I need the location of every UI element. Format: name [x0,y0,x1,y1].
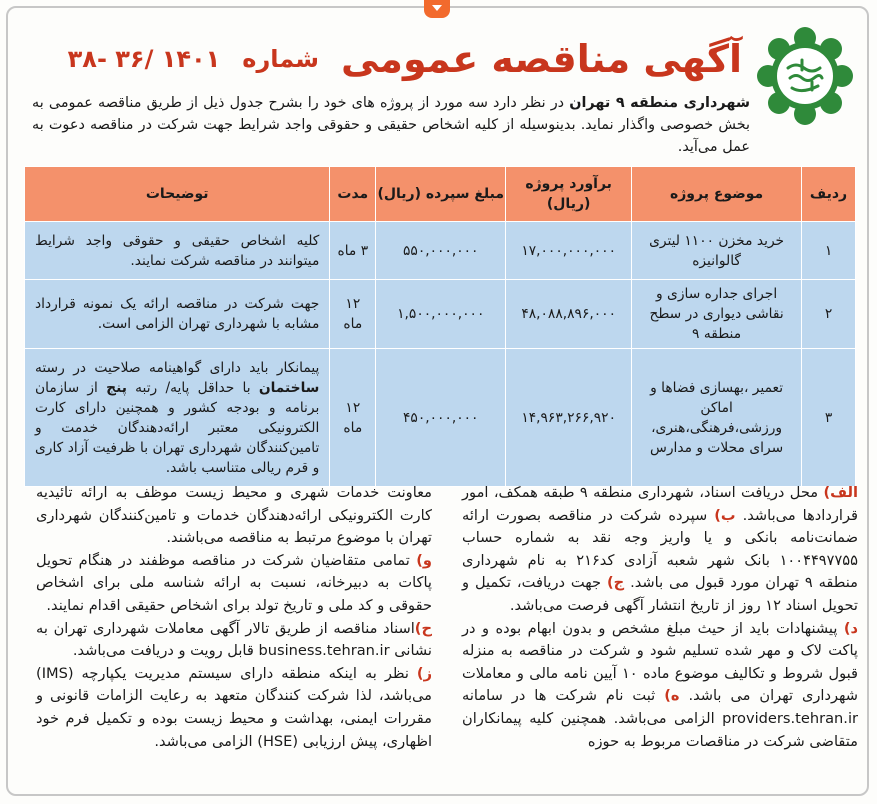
header-subject: موضوع پروژه [632,167,802,222]
notes-text-part: با حداقل پایه/ رتبه [126,379,259,396]
condition-label-z: ز) [416,664,432,682]
condition-label-c: ج) [606,574,625,592]
condition-paragraph [36,550,432,618]
condition-text-h2: قابل رویت و دریافت می‌باشد. [72,642,259,660]
notes-text-part: از سازمان برنامه و بودجه کشور و همچنین دارای کارت الکترونیکی معتبر ارائه‌دهندگان خدمت و تامین‌کنندگان شهرداری تهران با ظرفیت آزاد کاری و قرم ریالی متناسب باشد. [35,379,320,476]
condition-paragraph [462,482,858,618]
header-deposit: مبلغ سپرده (ریال) [376,167,506,222]
tehran-municipality-logo-icon [754,24,856,128]
condition-text-c: جهت دریافت، تکمیل و تحویل اسناد ۱۲ روز از تاریخ انتشار آگهی فرصت می‌باشد. [462,574,858,614]
table-row [25,280,856,349]
condition-label-e: ه) [664,687,680,705]
cell-notes: کلیه اشخاص حقیقی و حقوقی واجد شرایط میتوانند در مناقصه شرکت نمایند. [25,222,330,280]
header-row-number: ردیف [802,167,856,222]
cell-row-number: ۲ [802,280,856,349]
cell-duration: ۱۲ ماه [330,280,376,349]
cell-notes [25,349,330,487]
header-estimate: برآورد پروژه (ریال) [506,167,632,222]
condition-label-h: ح) [414,619,432,637]
conditions-left-column [36,482,432,753]
intro-paragraph [32,92,750,158]
cell-row-number: ۳ [802,349,856,487]
cell-deposit: ۴۵۰,۰۰۰,۰۰۰ [376,349,506,487]
table-header-row [25,167,856,222]
business-url: business.tehran.ir [258,642,390,660]
providers-url: providers.tehran.ir [722,709,858,727]
header-notes: توضیحات [25,167,330,222]
condition-paragraph [36,482,432,550]
cell-duration: ۳ ماه [330,222,376,280]
notice-number: ۳۸- ۳۶/ ۱۴۰۱ [67,45,221,73]
notes-bold-building: ساختمان [258,379,320,396]
intro-text: در نظر دارد سه مورد از پروژه های خود را بشرح جدول ذیل از طریق مناقصه عمومی به بخش خصوصی واگذار نماید. بدینوسیله از کلیه اشخاص حقیقی و حقوقی واجد شرایط جهت شرکت در مناقصه دعوت به عمل می‌آید. [32,95,750,155]
organization-name: شهرداری منطقه ۹ تهران [569,95,750,111]
notes-text-part: پیمانکار باید دارای گواهینامه صلاحیت در رسته [35,359,320,376]
cell-duration: ۱۲ ماه [330,349,376,487]
cell-deposit: ۱,۵۰۰,۰۰۰,۰۰۰ [376,280,506,349]
condition-continuation-text: معاونت خدمات شهری و محیط زیست موظف به ارائه تائیدیه کارت الکترونیکی ارائه‌دهندگان خدمات و تامین‌کنندگان شهرداری تهران با موضوع مرتبط به مناقصه می‌باشند. [36,484,432,547]
condition-label-b: ب) [714,506,736,524]
condition-paragraph [36,618,432,663]
cell-estimate: ۴۸,۰۸۸,۸۹۶,۰۰۰ [506,280,632,349]
condition-text-e2: الزامی می‌باشد. همچنین کلیه پیمانکاران متقاضی شرکت در مناقصات مربوط به حوزه [462,709,858,750]
table-row [25,349,856,487]
cell-estimate: ۱۷,۰۰۰,۰۰۰,۰۰۰ [506,222,632,280]
cell-subject: تعمیر ،بهسازی فضاها و اماکن ورزشی،فرهنگی،هنری، سرای محلات و مدارس [632,349,802,487]
condition-label-d: د) [843,619,858,637]
condition-text-h: اسناد مناقصه از طریق تالار آگهی معاملات شهرداری تهران به نشانی [36,619,432,660]
cell-subject: خرید مخزن ۱۱۰۰ لیتری گالوانیزه [632,222,802,280]
condition-text-z: نظر به اینکه منطقه دارای سیستم مدیریت یکپارچه (IMS) می‌باشد، لذا شرکت کنندگان متعهد به رعایت الزامات قانونی و مقررات ایمنی، بهداشت و محیط زیست بوده و تکمیل فرم خود اظهاری، پیش ارزیابی (HSE) الزامی می‌باشد. [36,664,432,750]
chevron-down-icon [424,0,450,18]
cell-deposit: ۵۵۰,۰۰۰,۰۰۰ [376,222,506,280]
condition-text-a: محل دریافت اسناد، شهرداری منطقه ۹ طبقه همکف، امور قراردادها می‌باشد. [462,484,858,524]
condition-text-d: پیشنهادات باید از حیث مبلغ مشخص و بدون ابهام بوده و در پاکت لاک و مهر شده تسلیم شود و شرکت در مناقصه به منزله قبول شروط و تکالیف موضوع ماده ۱۰ آیین نامه مالی و معاملات شهرداری تهران می باشد. [462,619,859,705]
condition-text-b: سپرده شرکت در مناقصه بصورت ارائه ضمانت‌نامه بانکی و یا واریز وجه نقد به شماره حساب ۱۰۰۴۴۹۷۷۵۵ بانک شهر شعبه آزادی کد۲۱۶ به نام شهرداری منطقه ۹ تهران مورد قبول می باشد. [462,506,858,592]
cell-subject: اجرای جداره سازی و نقاشی دیواری در سطح منطقه ۹ [632,280,802,349]
condition-text-v: تمامی متقاضیان شرکت در مناقصه موظفند در هنگام تحویل پاکات به دبیرخانه، نسبت به ارائه شناسه ملی برای اشخاص حقوقی و کد ملی و تاریخ تولد برای اشخاص حقیقی اقدام نمایند. [36,551,432,614]
header-duration: مدت [330,167,376,222]
cell-estimate: ۱۴,۹۶۳,۲۶۶,۹۲۰ [506,349,632,487]
condition-paragraph [462,618,858,754]
condition-text-e: ثبت نام شرکت ها در سامانه [462,687,665,705]
condition-label-v: و) [416,551,432,569]
title-row [67,28,742,90]
cell-notes: جهت شرکت در مناقصه ارائه یک نمونه قرارداد مشابه با شهرداری تهران الزامی است. [25,280,330,349]
cell-row-number: ۱ [802,222,856,280]
condition-label-a: الف) [823,484,858,501]
notice-number-label: شماره [242,45,319,73]
projects-table [24,166,856,487]
table-row [25,222,856,280]
notes-bold-grade: پنج [106,379,127,396]
condition-paragraph [36,663,432,753]
conditions-right-column [462,482,858,753]
page-title: آگهی مناقصه عمومی [340,37,742,81]
